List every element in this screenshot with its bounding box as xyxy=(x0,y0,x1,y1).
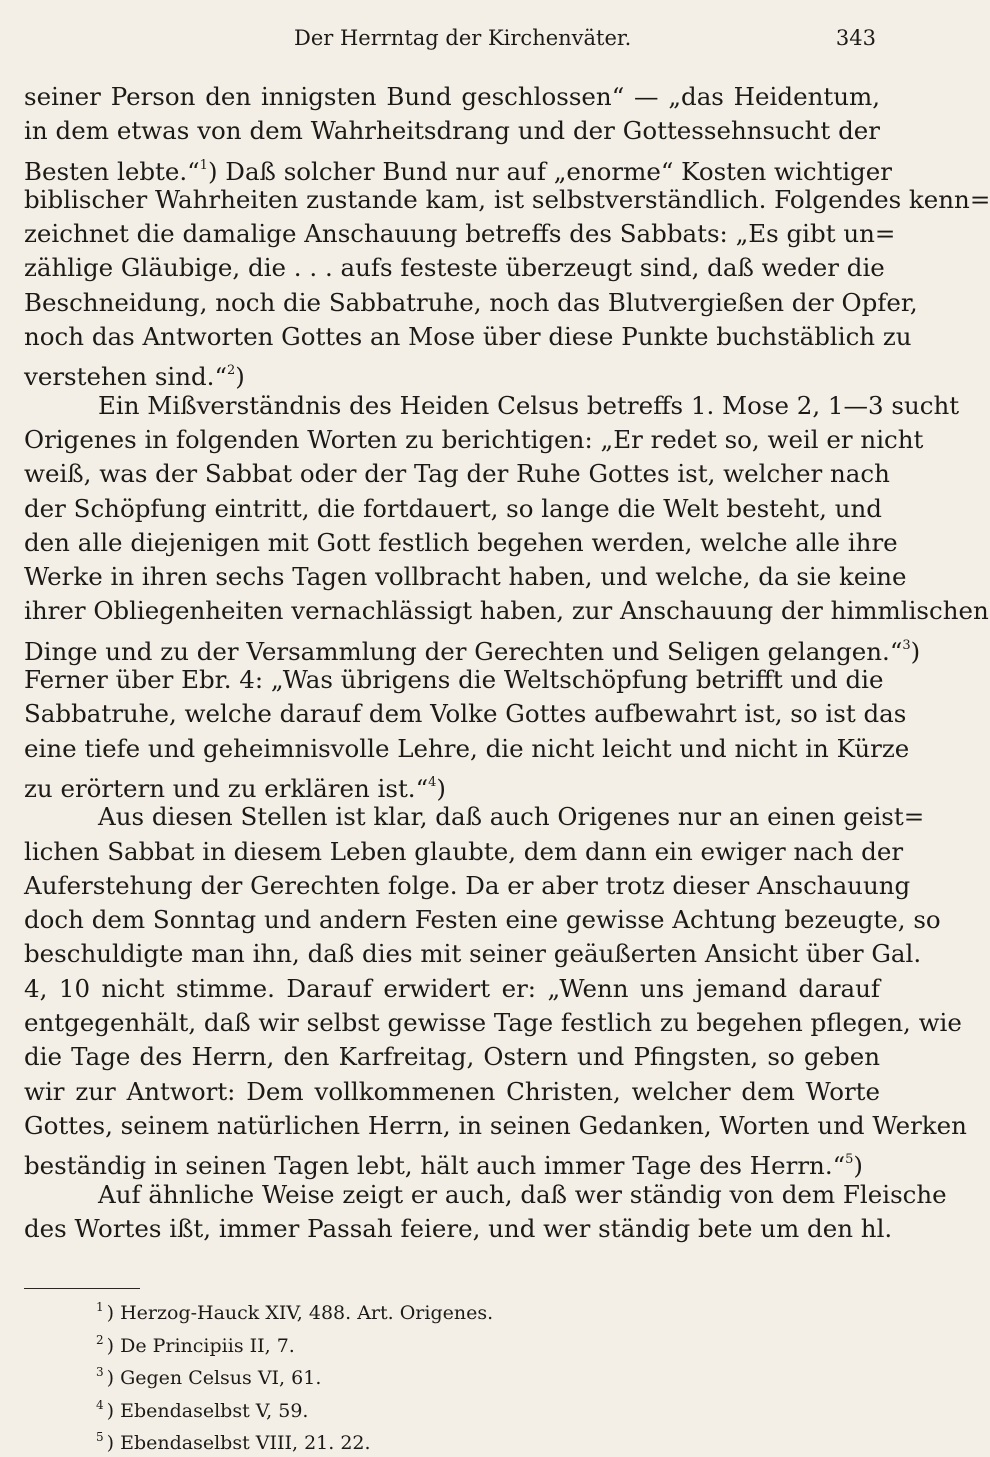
text-line xyxy=(24,389,960,423)
line-text: Auf ähnliche Weise zeigt er auch, daß wer ständig von dem Fleische xyxy=(98,1179,947,1209)
line-text: Auferstehung der Gerechten folge. Da er aber trotz dieser Anschauung xyxy=(24,870,911,900)
text-line xyxy=(24,1006,962,1040)
line-text: eine tiefe und geheimnisvolle Lehre, die nicht leicht und nicht in Kürze xyxy=(24,733,910,763)
footnote xyxy=(96,1359,716,1392)
line-text: Ein Mißverständnis des Heiden Celsus betreffs 1. Mose 2, 1—3 sucht xyxy=(98,390,960,420)
text-line xyxy=(24,869,911,903)
text-line xyxy=(24,697,907,731)
line-text: zeichnet die damalige Anschauung betreffs des Sabbats: „Es gibt un= xyxy=(24,219,896,249)
text-line xyxy=(24,1212,893,1246)
footnote-text: ) De Principiis II, 7. xyxy=(106,1334,295,1357)
text-line xyxy=(24,251,885,285)
text-line xyxy=(24,183,990,217)
footnote xyxy=(96,1327,716,1360)
line-text: in dem etwas von dem Wahrheitsdrang und der Gottessehnsucht der xyxy=(24,116,880,146)
text-line xyxy=(24,149,892,186)
line-text: die Tage des Herrn, den Karfreitag, Ostern und Pfingsten, so geben xyxy=(24,1042,880,1072)
line-text: biblischer Wahrheiten zustande kam, ist selbstverständlich. Folgendes kenn= xyxy=(24,184,990,214)
text-line xyxy=(24,320,912,354)
line-text: Besten lebte.“ xyxy=(24,156,200,186)
text-line xyxy=(24,1040,880,1074)
text-line xyxy=(24,1143,880,1181)
footnote-text: ) Gegen Celsus VI, 61. xyxy=(106,1367,322,1389)
footnote xyxy=(96,1424,716,1457)
line-text: ihrer Obliegenheiten vernachlässigt haben, zur Anschauung der himmlischen xyxy=(24,596,989,626)
footnotes xyxy=(96,1294,716,1457)
footnote-mark: 1 xyxy=(96,1300,104,1314)
footnote xyxy=(96,1392,716,1425)
line-text: Ferner über Ebr. 4: „Was übrigens die Weltschöpfung betrifft und die xyxy=(24,665,884,695)
footnote xyxy=(96,1294,716,1327)
line-text: Werke in ihren sechs Tagen vollbracht haben, und welche, da sie keine xyxy=(24,562,907,592)
footnote-text: ) Ebendaselbst V, 59. xyxy=(106,1399,309,1422)
text-line xyxy=(24,492,880,526)
text-line xyxy=(24,972,880,1006)
line-text: entgegenhält, daß wir selbst gewisse Tage festlich zu begehen pflegen, wie xyxy=(24,1008,962,1038)
line-text-continued: ) xyxy=(235,362,245,392)
text-line xyxy=(24,937,922,971)
text-line xyxy=(24,732,910,766)
text-line xyxy=(24,1178,947,1212)
footnote-text: ) Herzog-Hauck XIV, 488. Art. Origenes. xyxy=(106,1302,494,1324)
line-text-continued: ) xyxy=(910,636,921,666)
line-text: beschuldigte man ihn, daß dies mit seiner geäußerten Ansicht über Gal. xyxy=(24,939,922,969)
text-line xyxy=(24,800,925,834)
footnote-mark: 3 xyxy=(96,1365,104,1379)
text-line xyxy=(24,1075,880,1109)
footnote-mark: 5 xyxy=(96,1430,104,1444)
text-line xyxy=(24,80,880,114)
line-text: des Wortes ißt, immer Passah feiere, und wer ständig bete um den hl. xyxy=(24,1213,893,1243)
text-line xyxy=(24,526,898,560)
line-text: Gottes, seinem natürlichen Herrn, in seinen Gedanken, Worten und Werken xyxy=(24,1110,967,1140)
text-line xyxy=(24,217,896,251)
line-text: lichen Sabbat in diesem Leben glaubte, dem dann ein ewiger nach der xyxy=(24,836,904,866)
line-text: noch das Antworten Gottes an Mose über diese Punkte buchstäblich zu xyxy=(24,322,912,352)
footnote-reference: 4 xyxy=(428,774,437,790)
footnote-reference: 1 xyxy=(199,157,208,173)
line-text: Origenes in folgenden Worten zu berichtigen: „Er redet so, weil er nicht xyxy=(24,424,924,454)
text-line xyxy=(24,286,918,320)
body-text xyxy=(24,80,990,1246)
text-line xyxy=(24,114,880,148)
line-text-continued: ) xyxy=(853,1151,863,1181)
line-text: der Schöpfung eintritt, die fortdauert, so lange die Welt besteht, und xyxy=(24,493,882,523)
text-line xyxy=(24,560,907,594)
line-text: den alle diejenigen mit Gott festlich begehen werden, welche alle ihre xyxy=(24,527,898,557)
text-line xyxy=(24,1109,967,1143)
text-line xyxy=(24,629,921,666)
line-text: verstehen sind.“ xyxy=(24,362,227,392)
footnote-rule xyxy=(24,1288,140,1289)
line-text-continued: ) Daß solcher Bund nur auf „enorme“ Kosten wichtiger xyxy=(207,156,892,186)
text-line xyxy=(24,457,890,491)
footnote-mark: 2 xyxy=(96,1332,104,1347)
line-text: zählige Gläubige, die . . . aufs festeste überzeugt sind, daß weder die xyxy=(24,253,885,283)
line-text: beständig in seinen Tagen lebt, hält auch immer Tage des Herrn.“ xyxy=(24,1151,846,1181)
line-text: Aus diesen Stellen ist klar, daß auch Origenes nur an einen geist= xyxy=(98,802,925,832)
line-text: Dinge und zu der Versammlung der Gerechten und Seligen gelangen.“ xyxy=(24,636,903,666)
line-text: seiner Person den innigsten Bund geschlossen“ — „das Heidentum, xyxy=(24,82,880,111)
text-line xyxy=(24,766,880,803)
running-title: Der Herrntag der Kirchenväter. xyxy=(294,26,632,50)
running-header xyxy=(24,26,880,58)
line-text: Sabbatruhe, welche darauf dem Volke Gottes aufbewahrt ist, so ist das xyxy=(24,699,907,729)
line-text: 4, 10 nicht stimme. Darauf erwidert er: „Wenn uns jemand darauf xyxy=(24,973,880,1003)
text-line xyxy=(24,835,904,869)
line-text-continued: ) xyxy=(436,773,446,803)
line-text: Beschneidung, noch die Sabbatruhe, noch das Blutvergießen der Opfer, xyxy=(24,287,918,317)
footnote-text: ) Ebendaselbst VIII, 21. 22. xyxy=(106,1432,371,1454)
line-text: weiß, was der Sabbat oder der Tag der Ruhe Gottes ist, welcher nach xyxy=(24,459,890,489)
footnote-reference: 2 xyxy=(227,363,236,379)
footnote-mark: 4 xyxy=(96,1397,104,1412)
text-line xyxy=(24,423,924,457)
footnote-reference: 5 xyxy=(845,1152,854,1168)
text-line xyxy=(24,663,884,697)
page-number: 343 xyxy=(835,26,876,50)
text-line xyxy=(24,594,989,628)
text-line xyxy=(24,354,880,392)
text-line xyxy=(24,903,941,937)
line-text: wir zur Antwort: Dem vollkommenen Christen, welcher dem Worte xyxy=(24,1076,880,1106)
line-text: doch dem Sonntag und andern Festen eine gewisse Achtung bezeugte, so xyxy=(24,905,941,935)
line-text: zu erörtern und zu erklären ist.“ xyxy=(24,773,429,803)
footnote-reference: 3 xyxy=(902,637,911,653)
